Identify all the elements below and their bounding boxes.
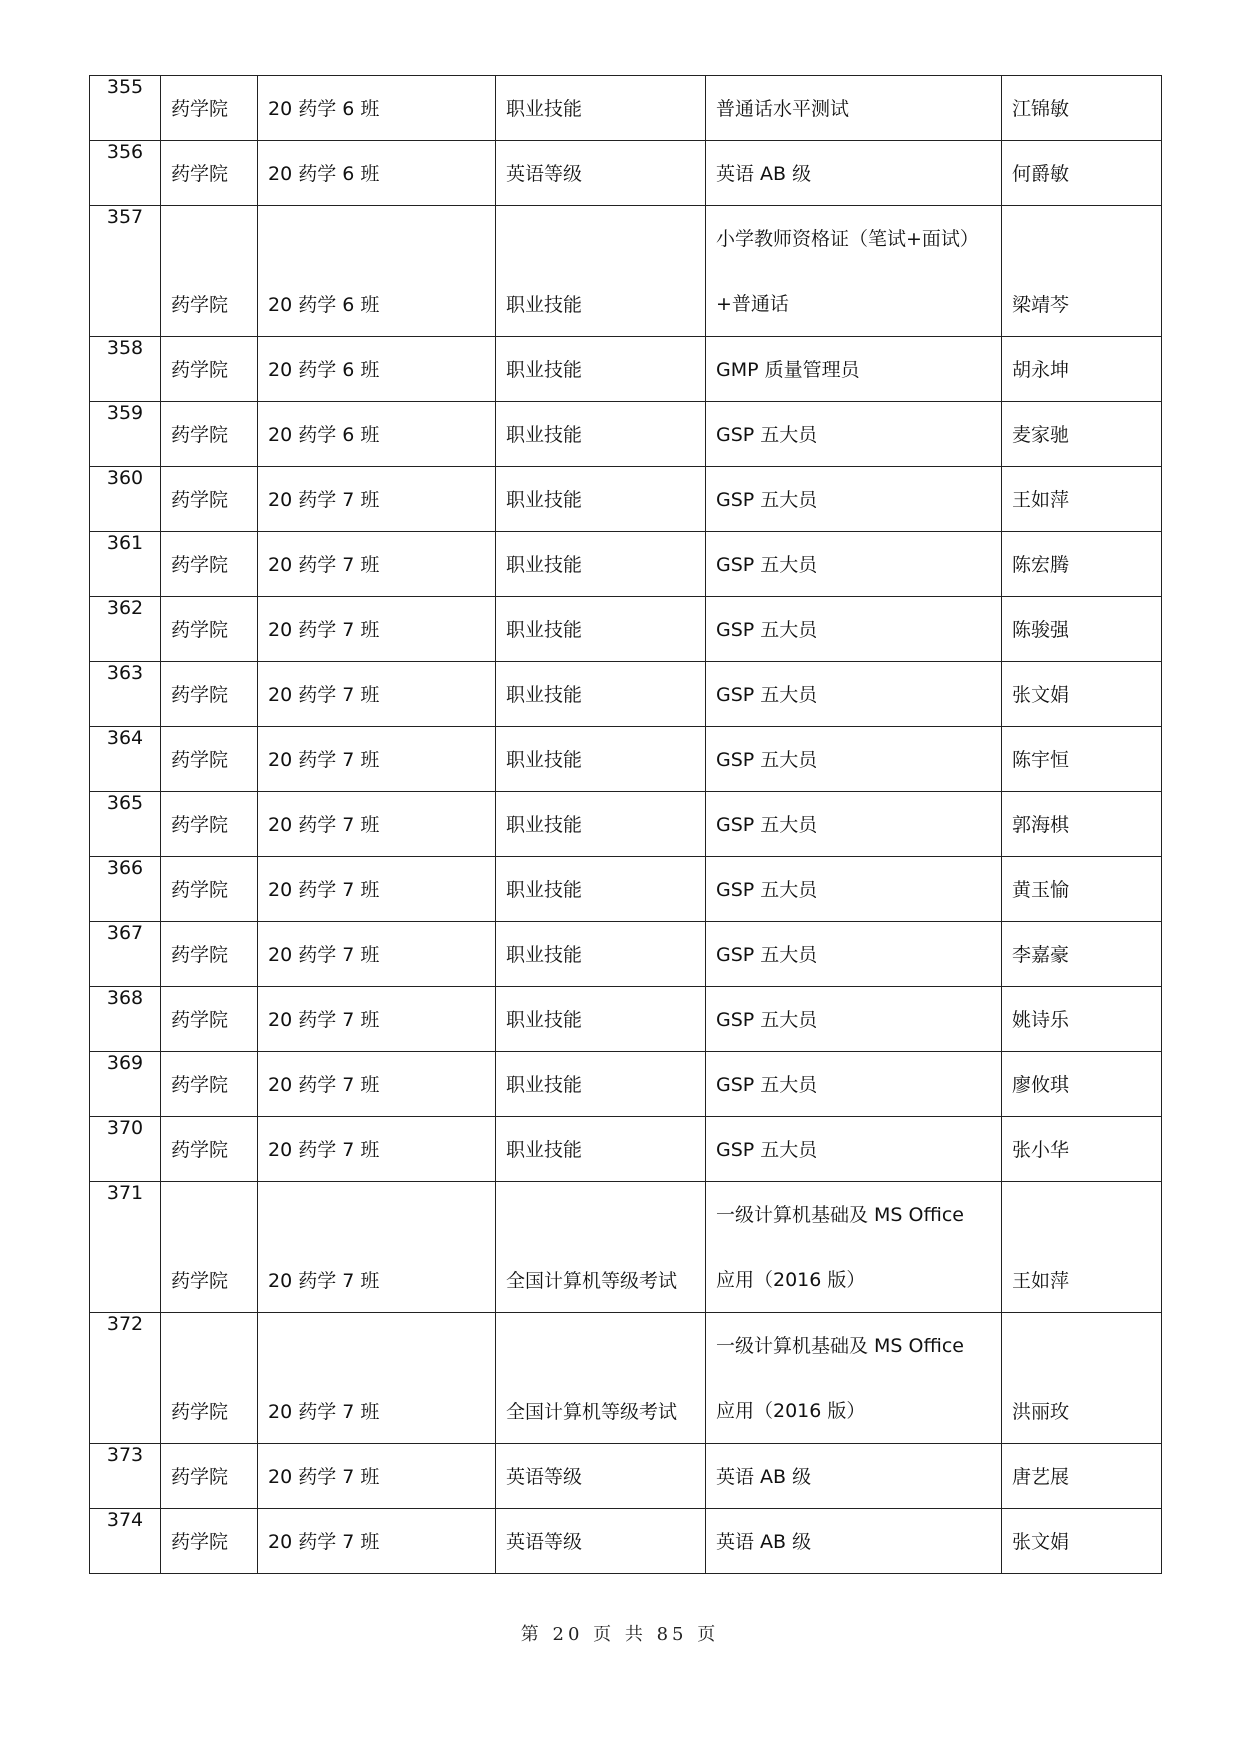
item-text: 英语 AB 级 xyxy=(716,163,812,185)
name-cell-text: 麦家驰 xyxy=(1012,424,1070,446)
name-cell-text: 姚诗乐 xyxy=(1012,1009,1070,1031)
name-cell-text: 唐艺展 xyxy=(1012,1466,1070,1488)
row-number-cell xyxy=(90,1509,161,1574)
class-cell xyxy=(258,727,496,792)
class-cell-text: 20 药学 7 班 xyxy=(268,749,380,771)
item-text: 英语 AB 级 xyxy=(716,1531,812,1553)
college-cell xyxy=(161,467,258,532)
row-number: 369 xyxy=(106,1052,144,1074)
page-footer: 第 20 页 共 85 页 xyxy=(520,1624,720,1645)
row-number-cell xyxy=(90,922,161,987)
class-cell xyxy=(258,987,496,1052)
name-cell xyxy=(1002,467,1162,532)
name-cell xyxy=(1002,662,1162,727)
category-cell-text: 英语等级 xyxy=(506,1466,583,1488)
table-row xyxy=(90,1182,1162,1313)
college-cell xyxy=(161,337,258,402)
class-cell xyxy=(258,532,496,597)
table-body xyxy=(90,76,1162,1574)
college-cell-text: 药学院 xyxy=(171,424,229,446)
item-cell xyxy=(706,597,1002,662)
item-text: GSP 五大员 xyxy=(716,554,818,576)
college-cell xyxy=(161,1117,258,1182)
row-number: 367 xyxy=(106,922,144,944)
item-text: GSP 五大员 xyxy=(716,749,818,771)
item-text-line-2: 应用（2016 版） xyxy=(716,1400,866,1422)
class-cell-text: 20 药学 7 班 xyxy=(268,619,380,641)
item-text-line-1: 一级计算机基础及 MS Office xyxy=(716,1204,964,1226)
class-cell-text: 20 药学 6 班 xyxy=(268,98,380,120)
table-row xyxy=(90,532,1162,597)
class-cell-text: 20 药学 6 班 xyxy=(268,294,380,316)
college-cell xyxy=(161,1444,258,1509)
row-number: 372 xyxy=(106,1313,144,1335)
category-cell-text: 职业技能 xyxy=(506,98,583,120)
item-text: GSP 五大员 xyxy=(716,684,818,706)
row-number-cell xyxy=(90,727,161,792)
row-number-cell xyxy=(90,857,161,922)
college-cell-text: 药学院 xyxy=(171,98,229,120)
name-cell-text: 李嘉豪 xyxy=(1012,944,1070,966)
college-cell xyxy=(161,922,258,987)
name-cell-text: 张文娟 xyxy=(1012,684,1070,706)
row-number: 374 xyxy=(106,1509,144,1531)
category-cell-text: 英语等级 xyxy=(506,163,583,185)
row-number: 359 xyxy=(106,402,144,424)
item-cell xyxy=(706,662,1002,727)
item-text: GSP 五大员 xyxy=(716,1009,818,1031)
row-number: 355 xyxy=(106,76,144,98)
item-cell xyxy=(706,792,1002,857)
table-row xyxy=(90,1509,1162,1574)
college-cell-text: 药学院 xyxy=(171,489,229,511)
name-cell-text: 王如萍 xyxy=(1012,1270,1070,1292)
table-row xyxy=(90,857,1162,922)
category-cell xyxy=(496,792,706,857)
row-number-cell xyxy=(90,987,161,1052)
item-cell xyxy=(706,1444,1002,1509)
class-cell-text: 20 药学 7 班 xyxy=(268,879,380,901)
name-cell-text: 江锦敏 xyxy=(1012,98,1070,120)
category-cell xyxy=(496,532,706,597)
item-text: GMP 质量管理员 xyxy=(716,359,860,381)
category-cell-text: 全国计算机等级考试 xyxy=(506,1401,678,1423)
category-cell-text: 职业技能 xyxy=(506,1074,583,1096)
class-cell xyxy=(258,337,496,402)
class-cell xyxy=(258,1117,496,1182)
row-number-cell xyxy=(90,141,161,206)
class-cell-text: 20 药学 7 班 xyxy=(268,944,380,966)
category-cell-text: 职业技能 xyxy=(506,1139,583,1161)
row-number-cell xyxy=(90,206,161,337)
item-text: GSP 五大员 xyxy=(716,489,818,511)
table-row xyxy=(90,727,1162,792)
class-cell-text: 20 药学 7 班 xyxy=(268,1074,380,1096)
row-number: 356 xyxy=(106,141,144,163)
name-cell-text: 黄玉愉 xyxy=(1012,879,1070,901)
college-cell-text: 药学院 xyxy=(171,1531,229,1553)
name-cell-text: 郭海棋 xyxy=(1012,814,1070,836)
table-row xyxy=(90,337,1162,402)
college-cell-text: 药学院 xyxy=(171,944,229,966)
name-cell xyxy=(1002,1182,1162,1313)
row-number: 368 xyxy=(106,987,144,1009)
row-number: 363 xyxy=(106,662,144,684)
class-cell-text: 20 药学 7 班 xyxy=(268,1270,380,1292)
row-number-cell xyxy=(90,1052,161,1117)
class-cell xyxy=(258,792,496,857)
class-cell xyxy=(258,1313,496,1444)
table-row xyxy=(90,1052,1162,1117)
item-cell xyxy=(706,402,1002,467)
row-number: 365 xyxy=(106,792,144,814)
item-text: GSP 五大员 xyxy=(716,424,818,446)
row-number-cell xyxy=(90,662,161,727)
category-cell xyxy=(496,206,706,337)
name-cell xyxy=(1002,76,1162,141)
class-cell xyxy=(258,402,496,467)
category-cell-text: 职业技能 xyxy=(506,879,583,901)
college-cell-text: 药学院 xyxy=(171,1074,229,1096)
item-text-line-2: +普通话 xyxy=(716,293,789,315)
category-cell xyxy=(496,597,706,662)
college-cell-text: 药学院 xyxy=(171,749,229,771)
college-cell xyxy=(161,532,258,597)
category-cell xyxy=(496,467,706,532)
category-cell xyxy=(496,857,706,922)
name-cell-text: 张文娟 xyxy=(1012,1531,1070,1553)
name-cell xyxy=(1002,857,1162,922)
college-cell xyxy=(161,987,258,1052)
name-cell-text: 何爵敏 xyxy=(1012,163,1070,185)
class-cell-text: 20 药学 7 班 xyxy=(268,1139,380,1161)
college-cell xyxy=(161,76,258,141)
row-number-cell xyxy=(90,76,161,141)
item-cell xyxy=(706,727,1002,792)
category-cell xyxy=(496,922,706,987)
table-row xyxy=(90,467,1162,532)
row-number-cell xyxy=(90,1117,161,1182)
category-cell xyxy=(496,1182,706,1313)
name-cell xyxy=(1002,1509,1162,1574)
college-cell xyxy=(161,1313,258,1444)
class-cell xyxy=(258,1444,496,1509)
name-cell-text: 陈宇恒 xyxy=(1012,749,1070,771)
name-cell-text: 胡永坤 xyxy=(1012,359,1070,381)
item-cell xyxy=(706,337,1002,402)
college-cell xyxy=(161,1509,258,1574)
row-number: 362 xyxy=(106,597,144,619)
name-cell-text: 洪丽玫 xyxy=(1012,1401,1070,1423)
name-cell xyxy=(1002,1444,1162,1509)
category-cell-text: 全国计算机等级考试 xyxy=(506,1270,678,1292)
table-row xyxy=(90,922,1162,987)
name-cell xyxy=(1002,1313,1162,1444)
college-cell xyxy=(161,792,258,857)
item-text: GSP 五大员 xyxy=(716,814,818,836)
row-number: 357 xyxy=(106,206,144,228)
college-cell xyxy=(161,727,258,792)
row-number-cell xyxy=(90,402,161,467)
row-number-cell xyxy=(90,1182,161,1313)
college-cell-text: 药学院 xyxy=(171,1401,229,1423)
college-cell-text: 药学院 xyxy=(171,619,229,641)
item-text: GSP 五大员 xyxy=(716,1139,818,1161)
class-cell-text: 20 药学 7 班 xyxy=(268,814,380,836)
name-cell xyxy=(1002,922,1162,987)
table-row xyxy=(90,1313,1162,1444)
category-cell-text: 职业技能 xyxy=(506,814,583,836)
college-cell-text: 药学院 xyxy=(171,1139,229,1161)
category-cell-text: 职业技能 xyxy=(506,294,583,316)
category-cell-text: 职业技能 xyxy=(506,619,583,641)
row-number-cell xyxy=(90,597,161,662)
name-cell xyxy=(1002,206,1162,337)
college-cell xyxy=(161,662,258,727)
item-text-line-1: 小学教师资格证（笔试+面试） xyxy=(716,228,979,250)
item-cell xyxy=(706,141,1002,206)
class-cell-text: 20 药学 7 班 xyxy=(268,1401,380,1423)
college-cell-text: 药学院 xyxy=(171,1270,229,1292)
item-cell xyxy=(706,1052,1002,1117)
row-number-cell xyxy=(90,467,161,532)
college-cell-text: 药学院 xyxy=(171,359,229,381)
class-cell-text: 20 药学 7 班 xyxy=(268,1466,380,1488)
name-cell xyxy=(1002,337,1162,402)
college-cell xyxy=(161,1182,258,1313)
table-row xyxy=(90,792,1162,857)
class-cell-text: 20 药学 7 班 xyxy=(268,1009,380,1031)
class-cell-text: 20 药学 6 班 xyxy=(268,163,380,185)
class-cell xyxy=(258,857,496,922)
college-cell-text: 药学院 xyxy=(171,554,229,576)
item-cell xyxy=(706,467,1002,532)
class-cell-text: 20 药学 7 班 xyxy=(268,554,380,576)
class-cell-text: 20 药学 7 班 xyxy=(268,684,380,706)
row-number: 366 xyxy=(106,857,144,879)
college-cell xyxy=(161,206,258,337)
name-cell xyxy=(1002,792,1162,857)
table-row xyxy=(90,206,1162,337)
row-number-cell xyxy=(90,792,161,857)
row-number: 364 xyxy=(106,727,144,749)
table-row xyxy=(90,662,1162,727)
table-row xyxy=(90,1444,1162,1509)
name-cell xyxy=(1002,1052,1162,1117)
category-cell-text: 职业技能 xyxy=(506,749,583,771)
category-cell xyxy=(496,1052,706,1117)
item-cell xyxy=(706,987,1002,1052)
class-cell-text: 20 药学 7 班 xyxy=(268,489,380,511)
item-text: 英语 AB 级 xyxy=(716,1466,812,1488)
row-number-cell xyxy=(90,1313,161,1444)
category-cell xyxy=(496,1444,706,1509)
name-cell xyxy=(1002,727,1162,792)
row-number-cell xyxy=(90,337,161,402)
name-cell-text: 陈骏强 xyxy=(1012,619,1070,641)
class-cell-text: 20 药学 6 班 xyxy=(268,359,380,381)
name-cell-text: 王如萍 xyxy=(1012,489,1070,511)
college-cell-text: 药学院 xyxy=(171,1009,229,1031)
table-row xyxy=(90,402,1162,467)
name-cell xyxy=(1002,1117,1162,1182)
category-cell xyxy=(496,987,706,1052)
name-cell xyxy=(1002,532,1162,597)
category-cell-text: 职业技能 xyxy=(506,1009,583,1031)
item-text: GSP 五大员 xyxy=(716,944,818,966)
name-cell xyxy=(1002,597,1162,662)
college-cell-text: 药学院 xyxy=(171,294,229,316)
category-cell-text: 英语等级 xyxy=(506,1531,583,1553)
item-cell xyxy=(706,532,1002,597)
name-cell xyxy=(1002,987,1162,1052)
class-cell xyxy=(258,1509,496,1574)
item-cell xyxy=(706,1509,1002,1574)
item-text: 普通话水平测试 xyxy=(716,98,850,120)
certificate-table xyxy=(89,75,1162,1574)
class-cell xyxy=(258,1052,496,1117)
category-cell-text: 职业技能 xyxy=(506,489,583,511)
college-cell-text: 药学院 xyxy=(171,814,229,836)
class-cell xyxy=(258,141,496,206)
item-cell xyxy=(706,76,1002,141)
name-cell-text: 梁靖芩 xyxy=(1012,294,1070,316)
category-cell xyxy=(496,1117,706,1182)
item-cell xyxy=(706,857,1002,922)
row-number: 371 xyxy=(106,1182,144,1204)
item-text-line-2: 应用（2016 版） xyxy=(716,1269,866,1291)
table-row xyxy=(90,76,1162,141)
category-cell xyxy=(496,1509,706,1574)
class-cell xyxy=(258,1182,496,1313)
class-cell xyxy=(258,597,496,662)
name-cell xyxy=(1002,402,1162,467)
row-number: 370 xyxy=(106,1117,144,1139)
item-cell xyxy=(706,922,1002,987)
class-cell xyxy=(258,922,496,987)
category-cell-text: 职业技能 xyxy=(506,554,583,576)
table-row xyxy=(90,141,1162,206)
category-cell-text: 职业技能 xyxy=(506,684,583,706)
college-cell xyxy=(161,402,258,467)
category-cell xyxy=(496,141,706,206)
item-text-line-1: 一级计算机基础及 MS Office xyxy=(716,1335,964,1357)
item-text: GSP 五大员 xyxy=(716,619,818,641)
item-cell xyxy=(706,1117,1002,1182)
item-cell xyxy=(706,206,1002,337)
row-number: 360 xyxy=(106,467,144,489)
category-cell xyxy=(496,1313,706,1444)
category-cell xyxy=(496,727,706,792)
category-cell xyxy=(496,662,706,727)
name-cell-text: 廖攸琪 xyxy=(1012,1074,1070,1096)
table-row xyxy=(90,987,1162,1052)
college-cell-text: 药学院 xyxy=(171,163,229,185)
college-cell-text: 药学院 xyxy=(171,684,229,706)
name-cell-text: 陈宏腾 xyxy=(1012,554,1070,576)
name-cell-text: 张小华 xyxy=(1012,1139,1070,1161)
class-cell-text: 20 药学 7 班 xyxy=(268,1531,380,1553)
row-number-cell xyxy=(90,532,161,597)
table-row xyxy=(90,1117,1162,1182)
category-cell-text: 职业技能 xyxy=(506,424,583,446)
item-text: GSP 五大员 xyxy=(716,1074,818,1096)
row-number: 358 xyxy=(106,337,144,359)
college-cell xyxy=(161,857,258,922)
row-number-cell xyxy=(90,1444,161,1509)
category-cell xyxy=(496,337,706,402)
class-cell-text: 20 药学 6 班 xyxy=(268,424,380,446)
college-cell-text: 药学院 xyxy=(171,1466,229,1488)
item-text: GSP 五大员 xyxy=(716,879,818,901)
college-cell xyxy=(161,141,258,206)
class-cell xyxy=(258,662,496,727)
name-cell xyxy=(1002,141,1162,206)
row-number: 373 xyxy=(106,1444,144,1466)
class-cell xyxy=(258,76,496,141)
category-cell-text: 职业技能 xyxy=(506,944,583,966)
class-cell xyxy=(258,467,496,532)
row-number: 361 xyxy=(106,532,144,554)
item-cell xyxy=(706,1182,1002,1313)
category-cell-text: 职业技能 xyxy=(506,359,583,381)
college-cell xyxy=(161,1052,258,1117)
table-row xyxy=(90,597,1162,662)
category-cell xyxy=(496,402,706,467)
item-cell xyxy=(706,1313,1002,1444)
class-cell xyxy=(258,206,496,337)
college-cell xyxy=(161,597,258,662)
category-cell xyxy=(496,76,706,141)
college-cell-text: 药学院 xyxy=(171,879,229,901)
